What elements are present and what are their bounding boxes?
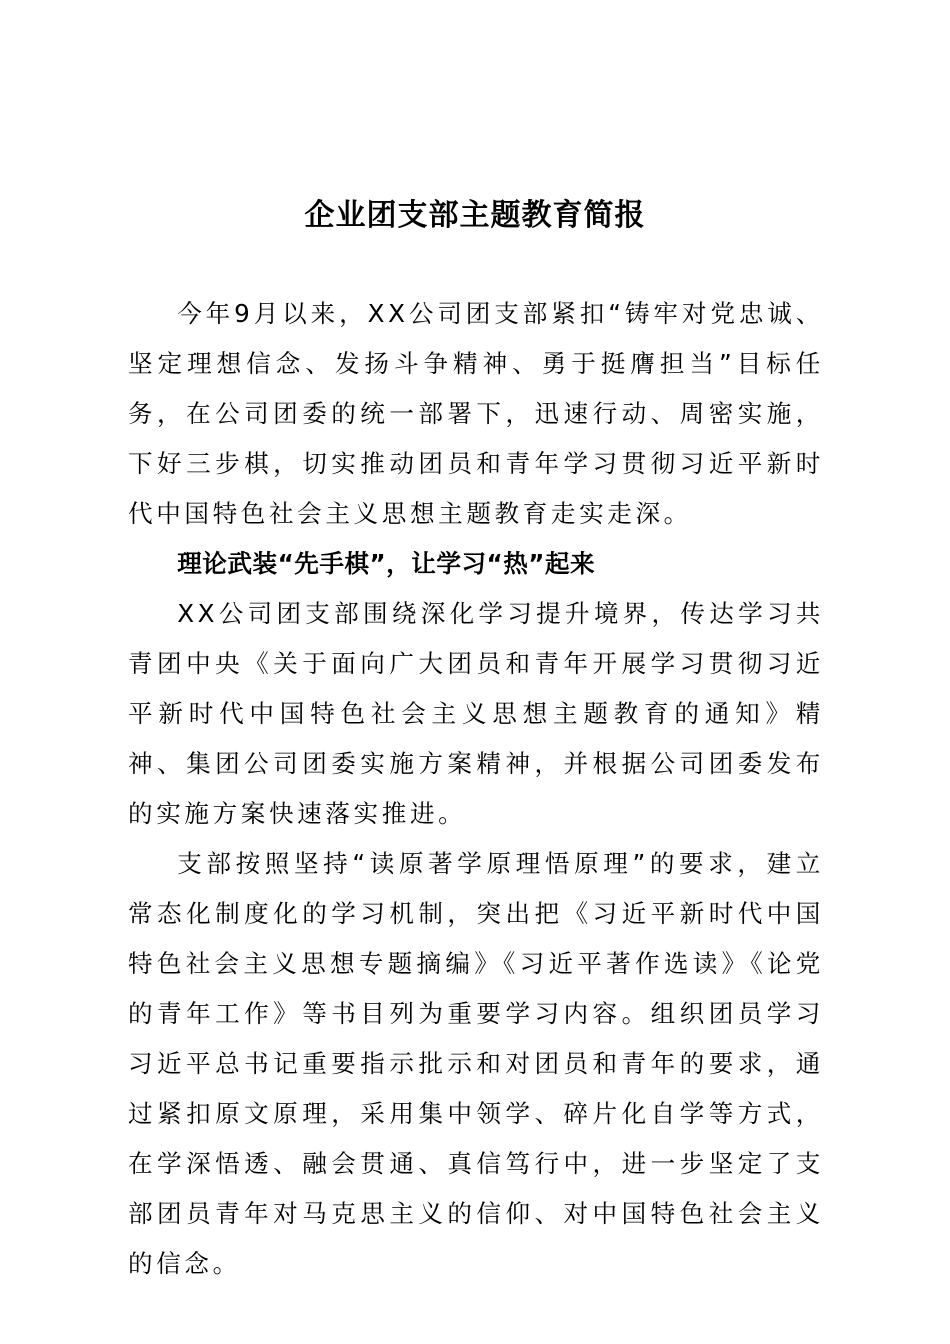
section-heading: 理论武装“先手棋”，让学习“热”起来 [177,549,596,578]
intro-paragraph: 今年9月以来，XX公司团支部紧扣“铸牢对党忠诚、坚定理想信念、发扬斗争精神、勇于挺膺担当”目标任务，在公司团委的统一部署下，迅速行动、周密实施，下好三步棋，切实推动团员和青年学习贯彻习近平新时代中国特色社会主义思想主题教育走实走深。 [128,299,824,528]
document-body [128,289,824,1289]
body-paragraph: XX公司团支部围绕深化学习提升境界，传达学习共青团中央《关于面向广大团员和青年开展学习贯彻习近平新时代中国特色社会主义思想主题教育的通知》精神、集团公司团委实施方案精神，并根据公司团委发布的实施方案快速落实推进。 [128,599,824,828]
document-title: 企业团支部主题教育简报 [304,198,646,233]
body-paragraph: 支部按照坚持“读原著学原理悟原理”的要求，建立常态化制度化的学习机制，突出把《习近平新时代中国特色社会主义思想专题摘编》《习近平著作选读》《论党的青年工作》等书目列为重要学习内容。组织团员学习习近平总书记重要指示批示和对团员和青年的要求，通过紧扣原文原理，采用集中领学、碎片化自学等方式，在学深悟透、融会贯通、真信笃行中，进一步坚定了支部团员青年对马克思主义的信仰、对中国特色社会主义的信念。 [128,849,824,1278]
